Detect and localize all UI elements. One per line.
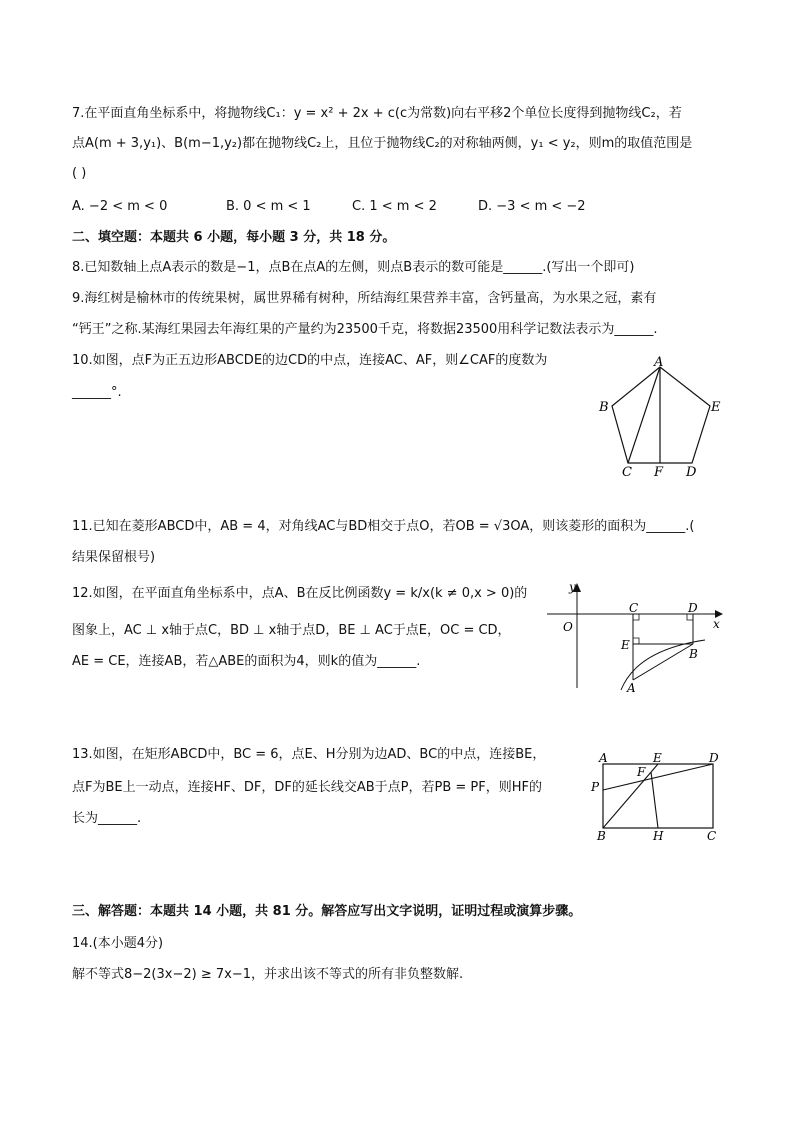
segment-ac bbox=[628, 367, 660, 463]
q11-line-2: 结果保留根号) bbox=[72, 550, 156, 565]
label-e: E bbox=[621, 638, 630, 652]
label-h: H bbox=[653, 829, 664, 843]
pentagon-shape bbox=[612, 367, 710, 463]
label-b: B bbox=[689, 647, 698, 661]
label-o: O bbox=[563, 620, 573, 634]
q9-line-1: 9.海红树是榆林市的传统果树，属世界稀有树种，所结海红果营养丰富，含钙量高，为水果之冠，素有 bbox=[72, 291, 657, 306]
label-c: C bbox=[707, 829, 717, 843]
segment-hf bbox=[651, 772, 658, 828]
q9-line-2: “钙王”之称.某海红果园去年海红果的产量约为23500千克，将数据23500用科学记数法表示为______. bbox=[72, 322, 658, 337]
q14-body: 解不等式8−2(3x−2) ≥ 7x−1，并求出该不等式的所有非负整数解. bbox=[72, 967, 464, 982]
q12-line-1: 12.如图，在平面直角坐标系中，点A、B在反比例函数y = k/x(k ≠ 0,x > 0)的 bbox=[72, 586, 528, 601]
label-b: B bbox=[599, 400, 609, 415]
label-a: A bbox=[627, 681, 636, 693]
segment-dp bbox=[603, 764, 713, 790]
label-f: F bbox=[637, 765, 646, 779]
q8-text: 8.已知数轴上点A表示的数是−1，点B在点A的左侧，则点B表示的数可能是______.(写出一个即可) bbox=[72, 260, 635, 275]
q7-line-2: 点A(m + 3,y₁)、B(m−1,y₂)都在抛物线C₂上，且位于抛物线C₂的对称轴两侧，y₁ < y₂，则m的取值范围是 bbox=[72, 136, 693, 151]
q13-line-1: 13.如图，在矩形ABCD中，BC = 6，点E、H分别为边AD、BC的中点，连接BE， bbox=[72, 747, 546, 762]
q7-line-1: 7.在平面直角坐标系中，将抛物线C₁：y = x² + 2x + c(c为常数)向右平移2个单位长度得到抛物线C₂，若 bbox=[72, 106, 682, 121]
segment-be bbox=[603, 764, 658, 828]
q10-line-1: 10.如图，点F为正五边形ABCDE的边CD的中点，连接AC、AF，则∠CAF的度数为 bbox=[72, 353, 548, 368]
label-d: D bbox=[709, 751, 719, 765]
label-d: D bbox=[686, 465, 697, 480]
label-d: D bbox=[688, 601, 698, 615]
segment-ab bbox=[633, 644, 693, 680]
section-3-heading: 三、解答题：本题共 14 小题，共 81 分。解答应写出文字说明，证明过程或演算步骤。 bbox=[72, 904, 582, 919]
q13-line-2: 点F为BE上一动点，连接HF、DF，DF的延长线交AB于点P，若PB = PF，则HF的 bbox=[72, 780, 542, 795]
label-b: B bbox=[597, 829, 606, 843]
label-c: C bbox=[622, 465, 632, 480]
q14-title: 14.(本小题4分) bbox=[72, 936, 164, 951]
label-y: y bbox=[569, 580, 576, 594]
q12-line-3: AE = CE，连接AB，若△ABE的面积为4，则k的值为______. bbox=[72, 654, 421, 669]
q7-option-d: D. −3 < m < −2 bbox=[478, 199, 586, 214]
q11-line-1: 11.已知在菱形ABCD中，AB = 4，对角线AC与BD相交于点O，若OB = √3OA，则该菱形的面积为______.( bbox=[72, 519, 695, 534]
label-a: A bbox=[654, 355, 664, 370]
label-p: P bbox=[591, 780, 600, 794]
q7-option-b: B. 0 < m < 1 bbox=[226, 199, 311, 214]
label-f: F bbox=[654, 465, 664, 480]
q7-option-a: A. −2 < m < 0 bbox=[72, 199, 168, 214]
label-e: E bbox=[653, 751, 662, 765]
q13-line-3: 长为______. bbox=[72, 811, 142, 826]
label-c: C bbox=[629, 601, 639, 615]
right-angle-e bbox=[633, 638, 639, 644]
rectangle-figure bbox=[588, 744, 728, 844]
hyperbola-figure bbox=[545, 578, 725, 693]
label-x: x bbox=[713, 617, 720, 631]
section-2-heading: 二、填空题：本题共 6 小题，每小题 3 分，共 18 分。 bbox=[72, 230, 396, 245]
label-a: A bbox=[599, 751, 608, 765]
q7-line-3: ( ) bbox=[72, 166, 87, 181]
q10-line-2: ______°. bbox=[72, 385, 122, 400]
q12-line-2: 图象上，AC ⊥ x轴于点C，BD ⊥ x轴于点D，BE ⊥ AC于点E，OC = CD， bbox=[72, 623, 511, 638]
rectangle-abcd bbox=[603, 764, 713, 828]
pentagon-figure bbox=[590, 354, 730, 484]
q7-option-c: C. 1 < m < 2 bbox=[352, 199, 437, 214]
label-e: E bbox=[711, 400, 721, 415]
